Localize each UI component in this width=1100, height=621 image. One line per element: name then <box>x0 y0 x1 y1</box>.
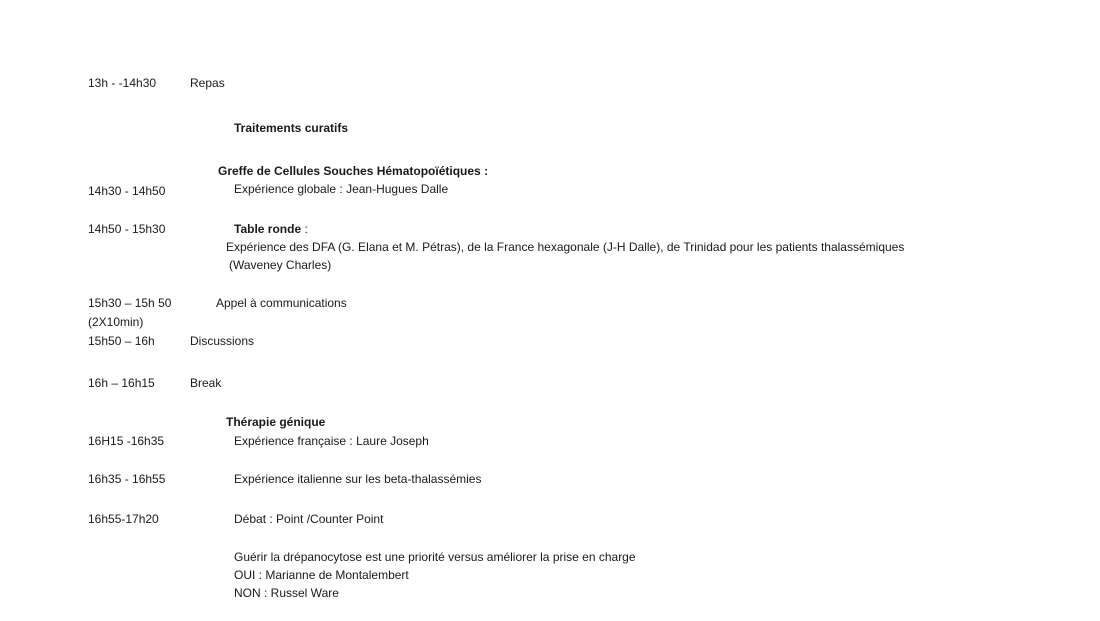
table-ronde-heading <box>234 222 308 237</box>
greffe-item2-time: 14h50 - 15h30 <box>88 222 166 236</box>
debate-statement: Guérir la drépanocytose est une priorité versus améliorer la prise en charge <box>234 550 636 564</box>
section-heading: Traitements curatifs <box>234 121 349 135</box>
appel-time: 15h30 – 15h 50 <box>88 296 172 310</box>
greffe-item1-time: 14h30 - 14h50 <box>88 184 166 198</box>
therapie-title: Thérapie génique <box>226 415 326 429</box>
therapie-item2-text: Expérience italienne sur les beta-thalassémies <box>234 472 482 486</box>
debate-non: NON : Russel Ware <box>234 586 339 600</box>
greffe-item2-line1: Expérience des DFA (G. Elana et M. Pétras), de la France hexagonale (J-H Dalle), de Trinidad pour les patients thalassémiques <box>226 240 905 254</box>
break-label: Break <box>190 376 222 390</box>
table-ronde-label: Table ronde <box>234 222 302 236</box>
repas-time: 13h - -14h30 <box>88 76 157 90</box>
therapie-item1-text: Expérience française : Laure Joseph <box>234 434 429 448</box>
therapie-item3-text: Débat : Point /Counter Point <box>234 512 384 526</box>
break-time: 16h – 16h15 <box>88 376 155 390</box>
discussions-time: 15h50 – 16h <box>88 334 155 348</box>
therapie-item2-time: 16h35 - 16h55 <box>88 472 166 486</box>
debate-oui: OUI : Marianne de Montalembert <box>234 568 409 582</box>
repas-label: Repas <box>190 76 225 90</box>
discussions-label: Discussions <box>190 334 255 348</box>
greffe-title: Greffe de Cellules Souches Hématopoïétiques : <box>218 164 489 178</box>
therapie-item1-time: 16H15 -16h35 <box>88 434 165 448</box>
greffe-item2-line2: (Waveney Charles) <box>229 258 332 272</box>
table-ronde-colon: : <box>301 222 308 236</box>
therapie-item3-time: 16h55-17h20 <box>88 512 159 526</box>
greffe-item1-text: Expérience globale : Jean-Hugues Dalle <box>234 182 449 196</box>
appel-label: Appel à communications <box>216 296 347 310</box>
appel-note: (2X10min) <box>88 315 144 329</box>
